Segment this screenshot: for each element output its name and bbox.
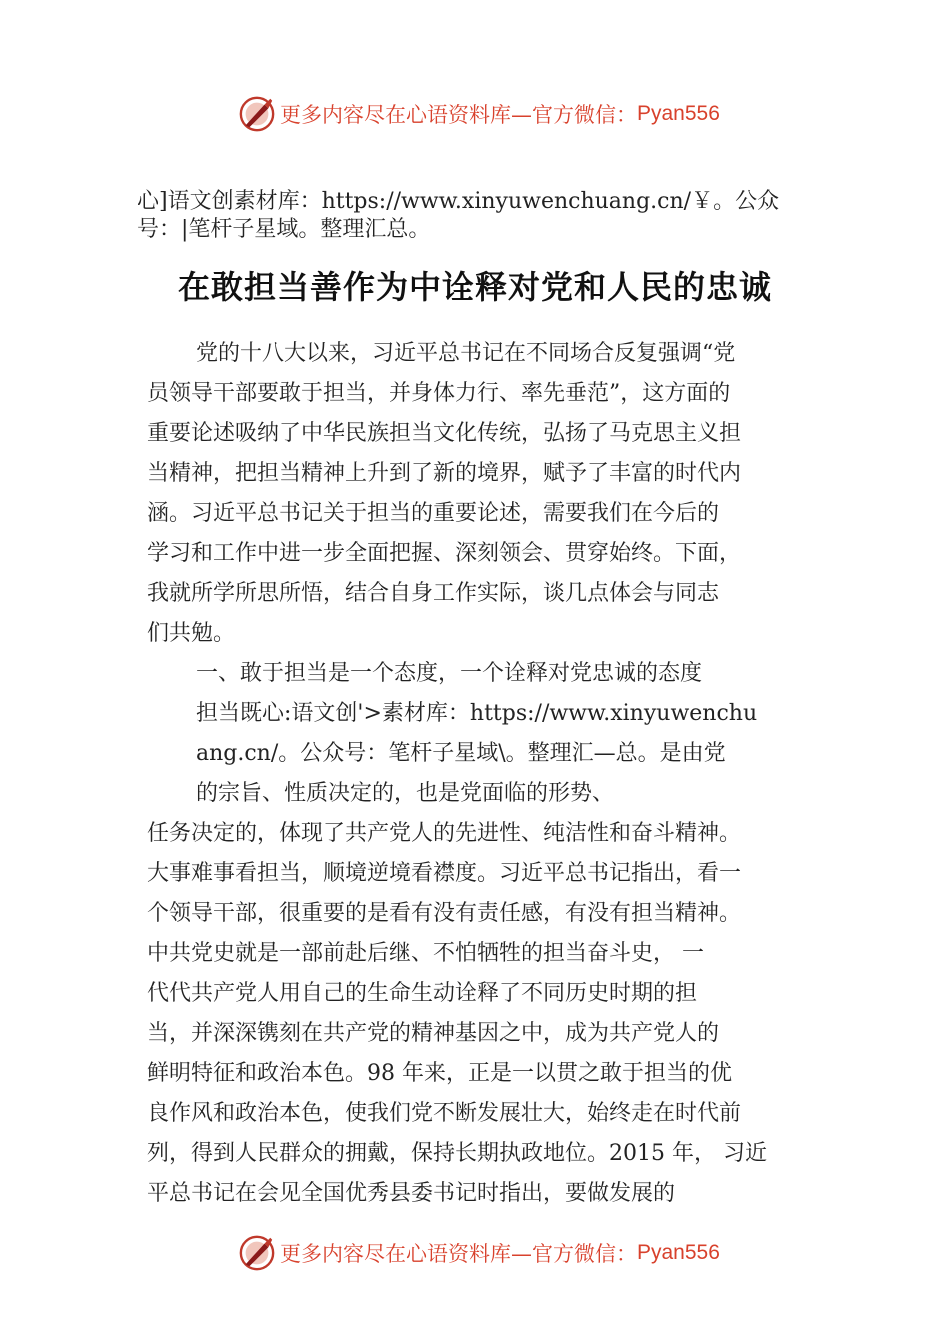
header-notice — [137, 188, 857, 244]
body-line: 我就所学所思所悟，结合自身工作实际，谈几点体会与同志 — [147, 581, 720, 606]
pen-logo-icon — [238, 1234, 276, 1272]
body-line: 平总书记在会见全国优秀县委书记时指出，要做发展的 — [147, 1181, 676, 1206]
body-line: 涵。习近平总书记关于担当的重要论述，需要我们在今后的 — [147, 501, 720, 526]
body-line: 员领导干部要敢于担当，并身体力行、率先垂范”，这方面的 — [147, 381, 731, 406]
body-line: 任务决定的，体现了共产党人的先进性、纯洁性和奋斗精神。 — [147, 821, 742, 846]
watermark-bottom — [238, 1233, 720, 1273]
body-line: 列，得到人民群众的拥戴，保持长期执政地位。2015 年， 习近 — [147, 1141, 767, 1166]
watermark-text: 更多内容尽在心语资料库—官方微信： — [280, 1242, 637, 1266]
body-line: 中共党史就是一部前赴后继、不怕牺牲的担当奋斗史， 一 — [147, 941, 704, 966]
watermark-text: 更多内容尽在心语资料库—官方微信： — [280, 103, 637, 127]
watermark-wechat-id: Pyan556 — [637, 1241, 720, 1264]
body-line: 大事难事看担当，顺境逆境看襟度。习近平总书记指出，看一 — [147, 861, 742, 886]
body-line: 良作风和政治本色，使我们党不断发展壮大，始终走在时代前 — [147, 1101, 742, 1126]
body-line: 重要论述吸纳了中华民族担当文化传统，弘扬了马克思主义担 — [147, 421, 742, 446]
document-title: 在敢担当善作为中诠释对党和人民的忠诚 — [177, 268, 772, 306]
header-line-2: 号：|笔杆子星域。整理汇总。 — [137, 217, 431, 242]
section-heading: 一、敢于担当是一个态度，一个诠释对党忠诚的态度 — [196, 661, 703, 686]
body-line: 的宗旨、性质决定的，也是党面临的形势、 — [196, 781, 615, 806]
watermark-wechat-id: Pyan556 — [637, 102, 720, 125]
body-line: 当，并深深镌刻在共产党的精神基因之中，成为共产党人的 — [147, 1021, 720, 1046]
body-line: 个领导干部，很重要的是看有没有责任感，有没有担当精神。 — [147, 901, 742, 926]
body-line: 党的十八大以来，习近平总书记在不同场合反复强调“党 — [196, 341, 736, 366]
header-line-1: 心]语文创素材库：https://www.xinyuwenchuang.cn/￥。公众 — [137, 189, 780, 214]
body-line: 当精神，把担当精神上升到了新的境界，赋予了丰富的时代内 — [147, 461, 742, 486]
pen-logo-icon — [238, 95, 276, 133]
body-line: 鲜明特征和政治本色。98 年来，正是一以贯之敢于担当的优 — [147, 1061, 732, 1086]
body-line: 担当既心:语文创'>素材库：https://www.xinyuwenchu — [196, 701, 758, 726]
body-line: 代代共产党人用自己的生命生动诠释了不同历史时期的担 — [147, 981, 698, 1006]
body-line: 学习和工作中进一步全面把握、深刻领会、贯穿始终。下面， — [147, 541, 742, 566]
body-line: 们共勉。 — [147, 621, 236, 646]
body-line: ang.cn/。公众号：笔杆子星域\。整理汇—总。是由党 — [196, 741, 726, 766]
watermark-top — [238, 94, 720, 134]
